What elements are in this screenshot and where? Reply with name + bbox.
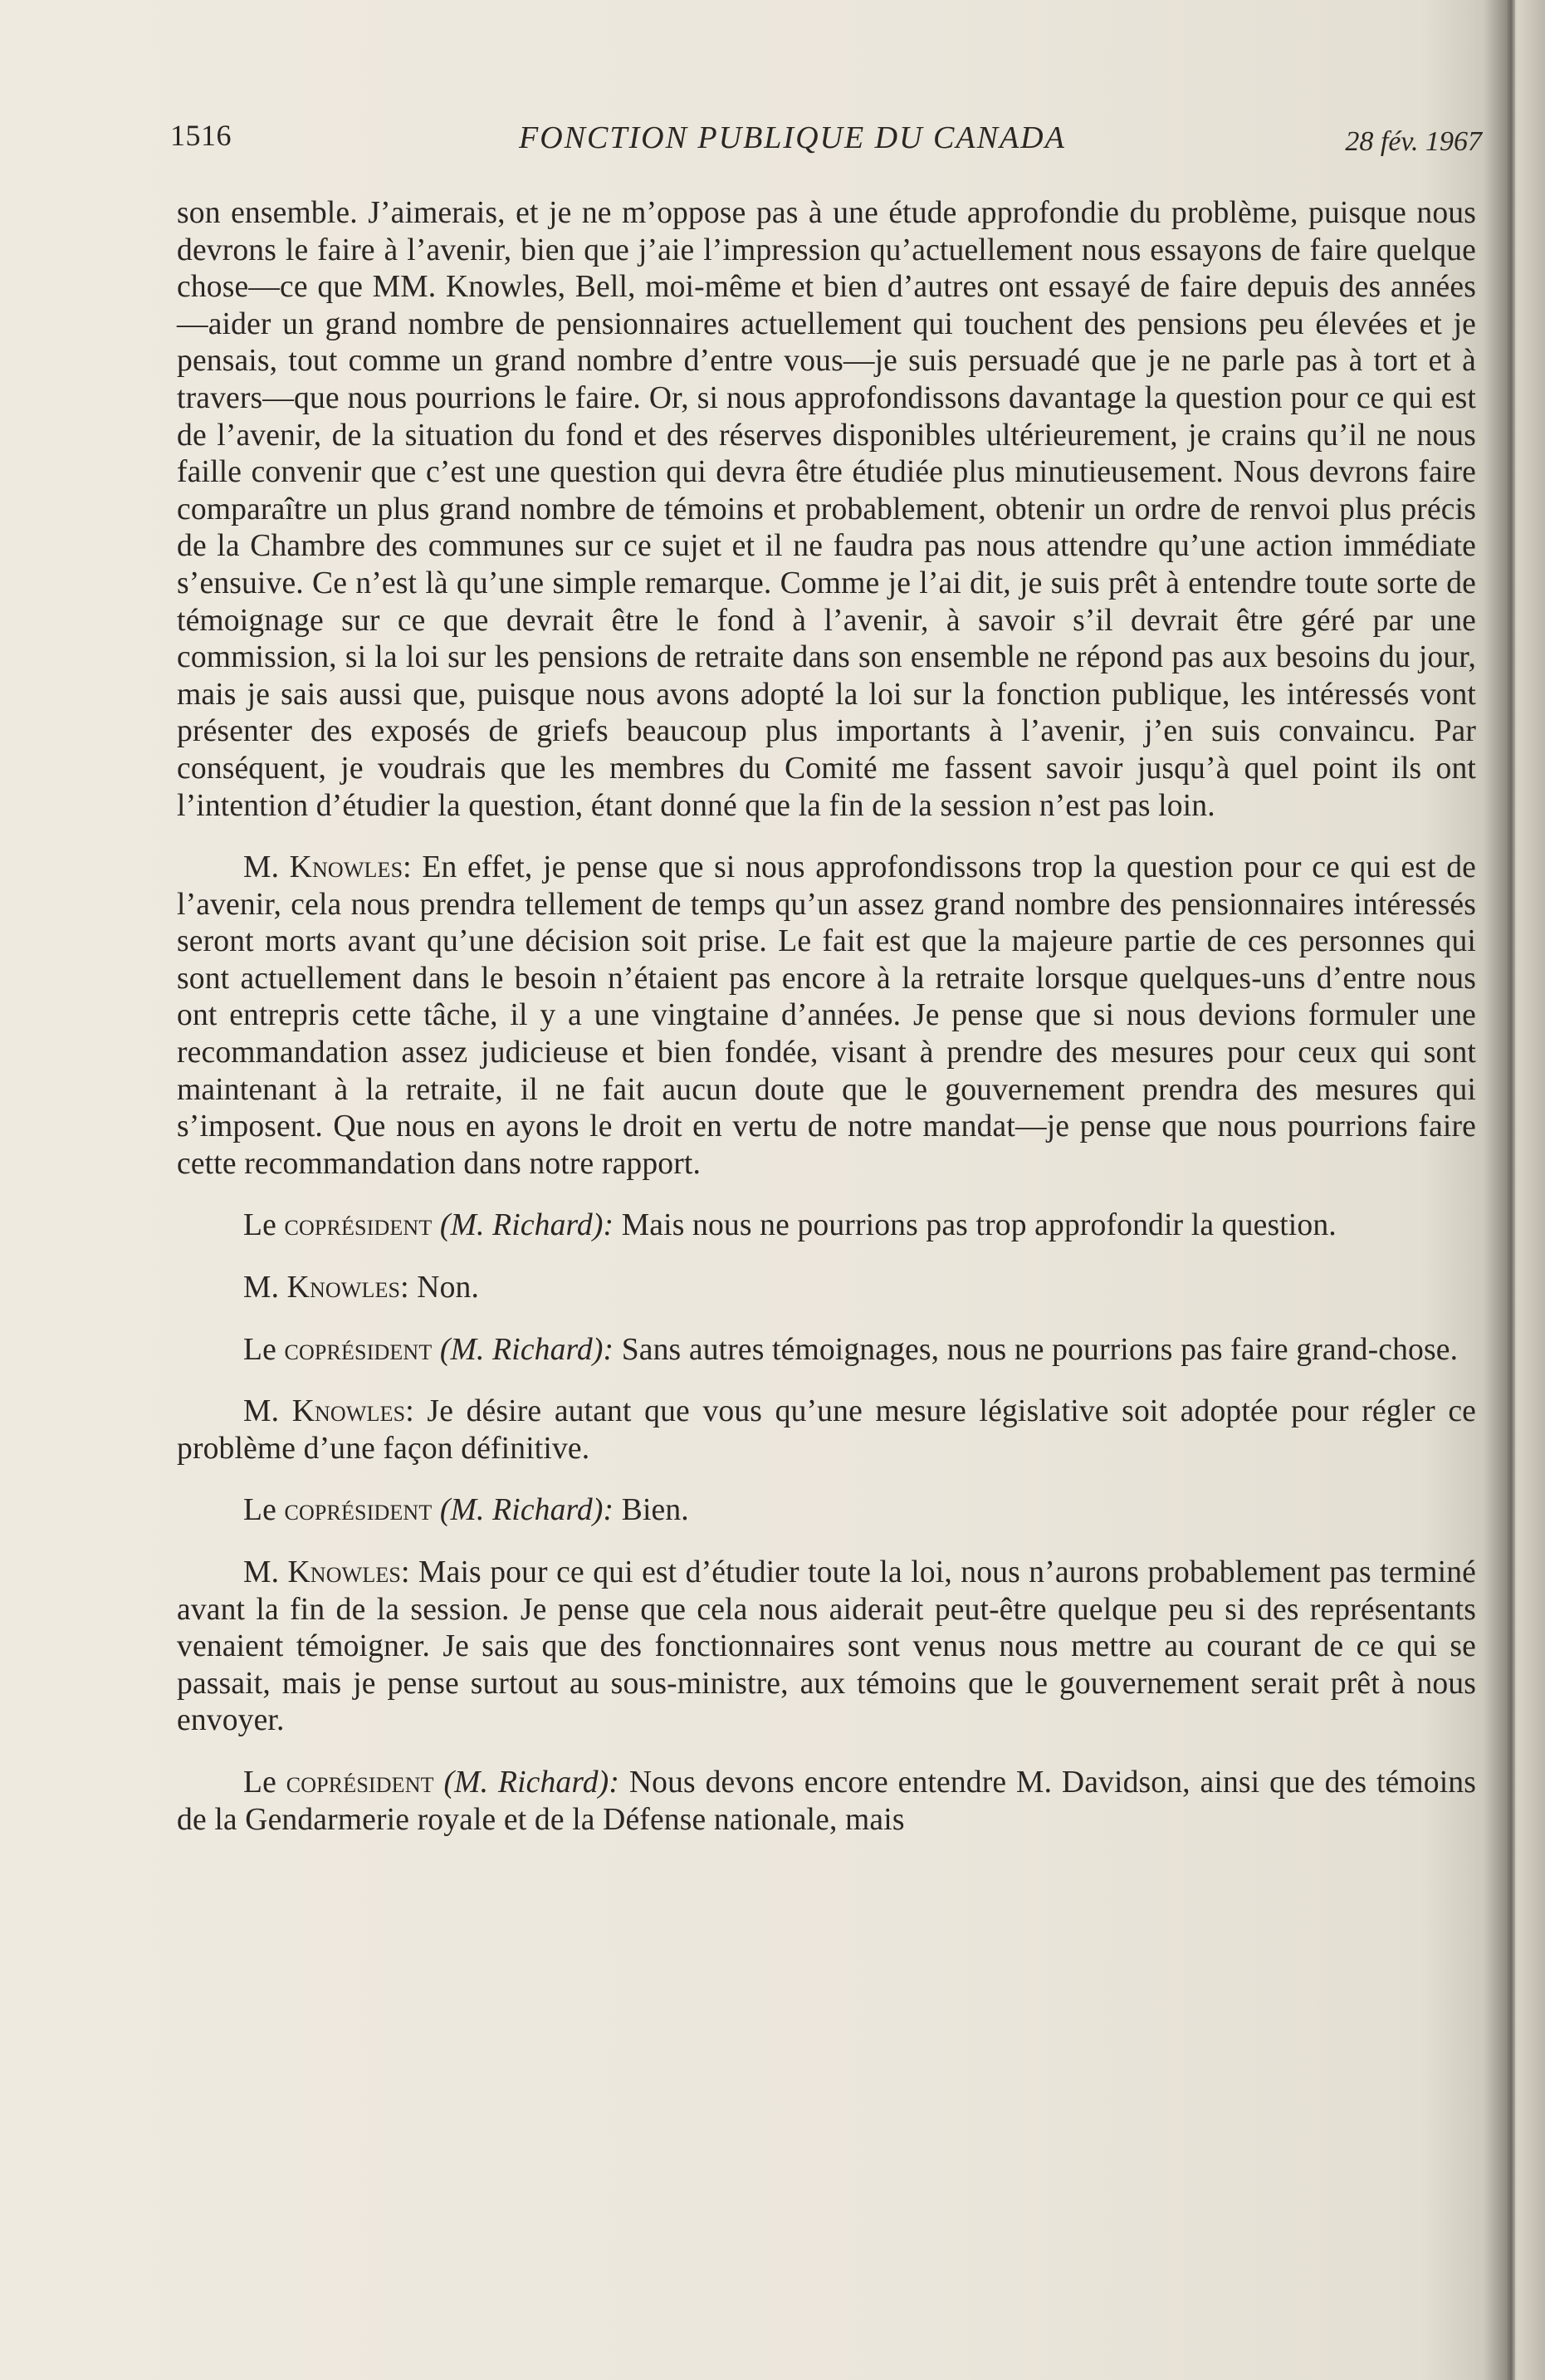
page-date: 28 fév. 1967 [1345,126,1482,157]
speaker-prefix: Le [243,1493,276,1528]
running-title: FONCTION PUBLIQUE DU CANADA [519,120,1066,155]
book-spine-shadow [1507,0,1515,2380]
paragraph [177,850,1476,1183]
paragraph [177,1765,1476,1839]
paragraph-text: Je désire autant que vous qu’une mesure législative soit adoptée pour régler ce problème d’une façon définitive. [177,1394,1477,1466]
speaker-name: (M. Richard): [439,1208,614,1243]
speaker-prefix: Le [243,1765,276,1800]
speaker-role: coprésident [284,1208,433,1243]
speaker-name: (M. Richard): [439,1332,614,1367]
speaker-prefix: Le [243,1332,276,1367]
paragraph-text: Mais nous ne pourrions pas trop approfondir la question. [621,1208,1337,1243]
paragraph [177,1270,1476,1307]
paragraph-text: Nous devons encore entendre M. Davidson, ainsi que des témoins de la Gendarmerie royale et de la Défense nationale, mais [177,1765,1476,1837]
speaker-role: coprésident [284,1332,433,1367]
speaker-label: M. Knowles: [243,1555,410,1589]
page-header [170,115,1482,164]
paragraph-text: Non. [417,1271,480,1305]
paragraph [177,1332,1476,1369]
paragraph [177,1492,1476,1530]
paragraph-text: Mais pour ce qui est d’étudier toute la loi, nous n’aurons probablement pas terminé avant la fin de la session. Je pense que cela nous aiderait peut-être quelque peu si des représentants venaient témoigner. Je sais que des fonctionnaires sont venus nous mettre au courant de ce qui se passait, mais je pense surtout au sous-ministre, aux témoins que le gouvernement serait prêt à nous envoyer. [177,1555,1477,1738]
paragraph [177,1393,1476,1467]
speaker-label: M. Knowles: [243,1394,414,1429]
body-text [177,195,1476,1863]
paragraph-text: son ensemble. J’aimerais, et je ne m’oppose pas à une étude approfondie du problème, puisque nous devrons le faire à l’avenir, bien que j’aie l’impression qu’actuellement nous essayons de faire quelque chose—ce que MM. Knowles, Bell, moi-même et bien d’autres ont essayé de faire depuis des années—aider un grand nombre de pensionnaires actuellement qui touchent des pensions peu élevées et je pensais, tout comme un grand nombre d’entre vous—je suis persuadé que je ne parle pas à tort et à travers—que nous pourrions le faire. Or, si nous approfondissons davantage la question pour ce qui est de l’avenir, de la situation du fond et des réserves disponibles ultérieurement, je crains qu’il ne nous faille convenir que c’est une question qui devra être étudiée plus minutieusement. Nous devrons faire comparaître un plus grand nombre de témoins et probablement, obtenir un ordre de renvoi plus précis de la Chambre des communes sur ce sujet et il ne faudra pas nous attendre qu’une action immédiate s’ensuive. Ce n’est là qu’une simple remarque. Comme je l’ai dit, je suis prêt à entendre toute sorte de témoignage sur ce que devrait être le fond à l’avenir, à savoir s’il devrait être géré par une commission, si la loi sur les pensions de retraite dans son ensemble ne répond pas aux besoins du jour, mais je sais aussi que, puisque nous avons adopté la loi sur la fonction publique, les intéressés vont présenter des exposés de griefs beaucoup plus importants à l’avenir, j’en suis convaincu. Par conséquent, je voudrais que les membres du Comité me fassent savoir jusqu’à quel point ils ont l’intention d’étudier la question, étant donné que la fin de la session n’est pas loin. [177,196,1476,823]
paragraph [177,195,1476,825]
speaker-role: coprésident [286,1765,434,1800]
paragraph [177,1207,1476,1245]
paragraph-text: Bien. [621,1493,689,1528]
speaker-label: M. Knowles: [243,1271,409,1305]
speaker-name: (M. Richard): [443,1765,620,1800]
paragraph-text: Sans autres témoignages, nous ne pourrions pas faire grand-chose. [621,1332,1459,1367]
speaker-prefix: Le [243,1208,276,1243]
speaker-label: M. Knowles: [243,850,412,885]
page-number: 1516 [170,119,232,152]
speaker-name: (M. Richard): [439,1493,614,1528]
speaker-role: coprésident [284,1493,433,1528]
paragraph [177,1555,1476,1740]
paragraph-text: En effet, je pense que si nous approfondissons trop la question pour ce qui est de l’avenir, cela nous prendra tellement de temps qu’un assez grand nombre des pensionnaires intéressés seront morts avant qu’une décision soit prise. Le fait est que la majeure partie de ces personnes qui sont actuellement dans le besoin n’étaient pas encore à la retraite lorsque quelques-uns d’entre nous ont entrepris cette tâche, il y a une vingtaine d’années. Je pense que si nous devions formuler une recommandation assez judicieuse et bien fondée, visant à prendre des mesures pour ceux qui sont maintenant à la retraite, il ne fait aucun doute que le gouvernement prendra des mesures qui s’imposent. Que nous en ayons le droit en vertu de notre mandat—je pense que nous pourrions faire cette recommandation dans notre rapport. [177,850,1477,1181]
